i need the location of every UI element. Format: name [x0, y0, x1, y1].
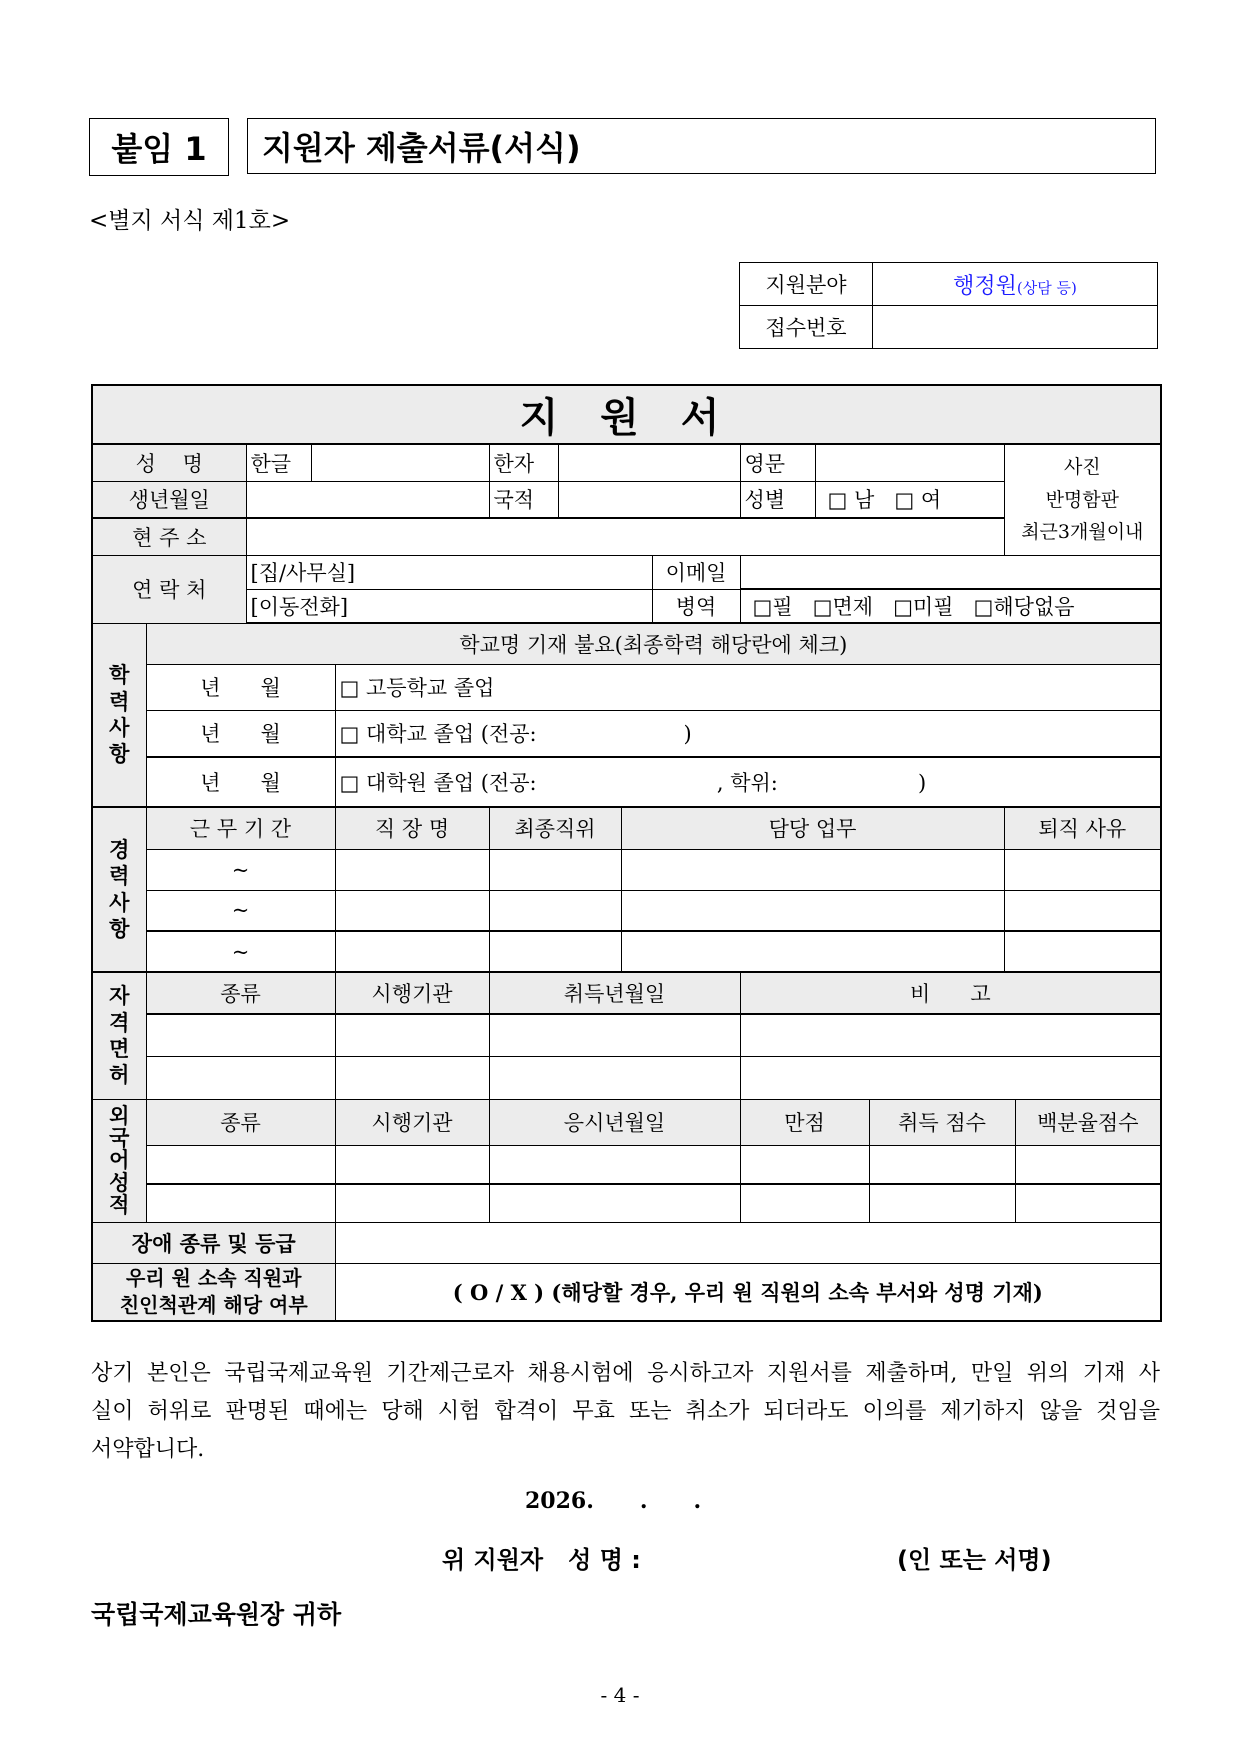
attachment-tag: 붙임 1 [89, 118, 229, 176]
education-section-label: 학 력 사 항 [92, 623, 146, 807]
relation-field[interactable]: ( O / X ) (해당할 경우, 우리 원 직원의 소속 부서와 성명 기재) [335, 1263, 1161, 1321]
application-form-table [91, 384, 1162, 1322]
form-number: <별지 서식 제1호> [89, 208, 291, 234]
language-max[interactable] [740, 1145, 869, 1184]
license-header-date: 취득년월일 [489, 972, 740, 1014]
addressee: 국립국제교육원장 귀하 [91, 1600, 342, 1629]
language-header-type: 종류 [146, 1099, 335, 1145]
date-line: 2026. . . [525, 1488, 702, 1514]
language-percent[interactable] [1015, 1145, 1161, 1184]
language-score[interactable] [869, 1184, 1015, 1222]
career-header-company: 직 장 명 [335, 807, 489, 849]
english-name-field[interactable] [815, 444, 1004, 481]
license-type[interactable] [146, 1056, 335, 1099]
career-row [92, 931, 1161, 972]
language-type[interactable] [146, 1145, 335, 1184]
license-date[interactable] [489, 1014, 740, 1056]
education-option-graduate[interactable]: □ 대학원 졸업 (전공: , 학위: ) [335, 757, 1161, 807]
education-option-highschool[interactable]: □ 고등학교 졸업 [335, 664, 1161, 710]
mobile-field[interactable]: [이동전화] [246, 589, 652, 623]
career-duties[interactable] [621, 931, 1004, 972]
language-max[interactable] [740, 1184, 869, 1222]
language-score[interactable] [869, 1145, 1015, 1184]
relation-label [92, 1263, 335, 1321]
career-section-label: 경 력 사 항 [92, 807, 146, 972]
career-header-duties: 담당 업무 [621, 807, 1004, 849]
education-period[interactable]: 년 월 [146, 710, 335, 757]
career-company[interactable] [335, 890, 489, 931]
license-header-type: 종류 [146, 972, 335, 1014]
birth-label: 생년월일 [92, 481, 246, 518]
career-company[interactable] [335, 931, 489, 972]
career-header-period: 근 무 기 간 [146, 807, 335, 849]
language-header-max: 만점 [740, 1099, 869, 1145]
career-period[interactable]: ~ [146, 890, 335, 931]
signature-note: (인 또는 서명) [897, 1546, 1052, 1574]
relation-label-line2: 친인척관계 해당 여부 [119, 1292, 308, 1317]
career-header-position: 최종직위 [489, 807, 621, 849]
contact-label: 연 락 처 [92, 555, 246, 623]
gender-label: 성별 [740, 481, 815, 518]
disability-field[interactable] [335, 1222, 1161, 1263]
gender-checkboxes[interactable]: □ 남 □ 여 [815, 481, 1004, 518]
birth-field[interactable] [246, 481, 489, 518]
photo-size: 반명함판 [1045, 488, 1119, 511]
photo-label: 사진 [1063, 456, 1101, 479]
photo-box[interactable] [1004, 444, 1161, 555]
nationality-field[interactable] [558, 481, 740, 518]
military-checkboxes[interactable]: □필 □면제 □미필 □해당없음 [740, 589, 1161, 623]
form-title: 지 원 서 [92, 385, 1161, 444]
career-company[interactable] [335, 849, 489, 890]
career-duties[interactable] [621, 890, 1004, 931]
language-header-date: 응시년월일 [489, 1099, 740, 1145]
page-number: - 4 - [600, 1683, 640, 1707]
language-row [92, 1184, 1161, 1222]
receipt-label: 접수번호 [740, 306, 873, 349]
career-position[interactable] [489, 849, 621, 890]
address-field[interactable] [246, 518, 1004, 555]
license-date[interactable] [489, 1056, 740, 1099]
career-reason[interactable] [1004, 849, 1161, 890]
education-note: 학교명 기재 불요(최종학력 해당란에 체크) [146, 623, 1161, 664]
hangul-label: 한글 [246, 444, 311, 481]
language-header-percent: 백분율점수 [1015, 1099, 1161, 1145]
language-type[interactable] [146, 1184, 335, 1222]
career-reason[interactable] [1004, 931, 1161, 972]
name-label: 성 명 [92, 444, 246, 481]
home-phone-field[interactable]: [집/사무실] [246, 555, 652, 589]
document-title: 지원자 제출서류(서식) [247, 118, 1156, 174]
address-label: 현 주 소 [92, 518, 246, 555]
english-label: 영문 [740, 444, 815, 481]
disability-label: 장애 종류 및 등급 [92, 1222, 335, 1263]
license-section-label: 자 격 면 허 [92, 972, 146, 1099]
career-row [92, 849, 1161, 890]
relation-label-line1: 우리 원 소속 직원과 [126, 1265, 302, 1290]
career-period[interactable]: ~ [146, 931, 335, 972]
education-option-university[interactable]: □ 대학교 졸업 (전공: ) [335, 710, 1161, 757]
license-type[interactable] [146, 1014, 335, 1056]
language-issuer[interactable] [335, 1184, 489, 1222]
license-remarks[interactable] [740, 1014, 1161, 1056]
field-note: (상담 등) [1016, 278, 1077, 297]
career-position[interactable] [489, 931, 621, 972]
pledge-text: 상기 본인은 국립국제교육원 기간제근로자 채용시험에 응시하고자 지원서를 제출하며, 만일 위의 기재 사실이 허위로 판명된 때에는 당해 시험 합격이 무효 또는 취소가 되더라도 이의를 제기하지 않을 것임을 서약합니다. [91, 1361, 1160, 1462]
application-meta-table [739, 262, 1158, 349]
receipt-number-field[interactable] [873, 306, 1158, 349]
language-row [92, 1145, 1161, 1184]
education-period[interactable]: 년 월 [146, 757, 335, 807]
signature-label: 위 지원자 성 명 : [442, 1546, 641, 1574]
career-period[interactable]: ~ [146, 849, 335, 890]
education-period[interactable]: 년 월 [146, 664, 335, 710]
career-row [92, 890, 1161, 931]
license-header-issuer: 시행기관 [335, 972, 489, 1014]
language-section-label: 외 국 어 성 적 [92, 1099, 146, 1222]
license-issuer[interactable] [335, 1056, 489, 1099]
language-issuer[interactable] [335, 1145, 489, 1184]
license-row [92, 1014, 1161, 1056]
career-duties[interactable] [621, 849, 1004, 890]
email-label: 이메일 [652, 555, 740, 589]
license-remarks[interactable] [740, 1056, 1161, 1099]
hanja-label: 한자 [489, 444, 558, 481]
language-header-score: 취득 점수 [869, 1099, 1015, 1145]
license-header-remarks: 비 고 [740, 972, 1161, 1014]
license-row [92, 1056, 1161, 1099]
photo-recency: 최근3개월이내 [1021, 520, 1144, 543]
career-reason[interactable] [1004, 890, 1161, 931]
field-value [873, 263, 1158, 306]
career-position[interactable] [489, 890, 621, 931]
field-value-text: 행정원 [953, 273, 1017, 299]
language-header-issuer: 시행기관 [335, 1099, 489, 1145]
language-date[interactable] [489, 1145, 740, 1184]
hangul-name-field[interactable] [311, 444, 489, 481]
language-date[interactable] [489, 1184, 740, 1222]
language-percent[interactable] [1015, 1184, 1161, 1222]
field-label: 지원분야 [740, 263, 873, 306]
hanja-name-field[interactable] [558, 444, 740, 481]
license-issuer[interactable] [335, 1014, 489, 1056]
career-header-reason: 퇴직 사유 [1004, 807, 1161, 849]
nationality-label: 국적 [489, 481, 558, 518]
email-field[interactable] [740, 555, 1161, 589]
military-label: 병역 [652, 589, 740, 623]
